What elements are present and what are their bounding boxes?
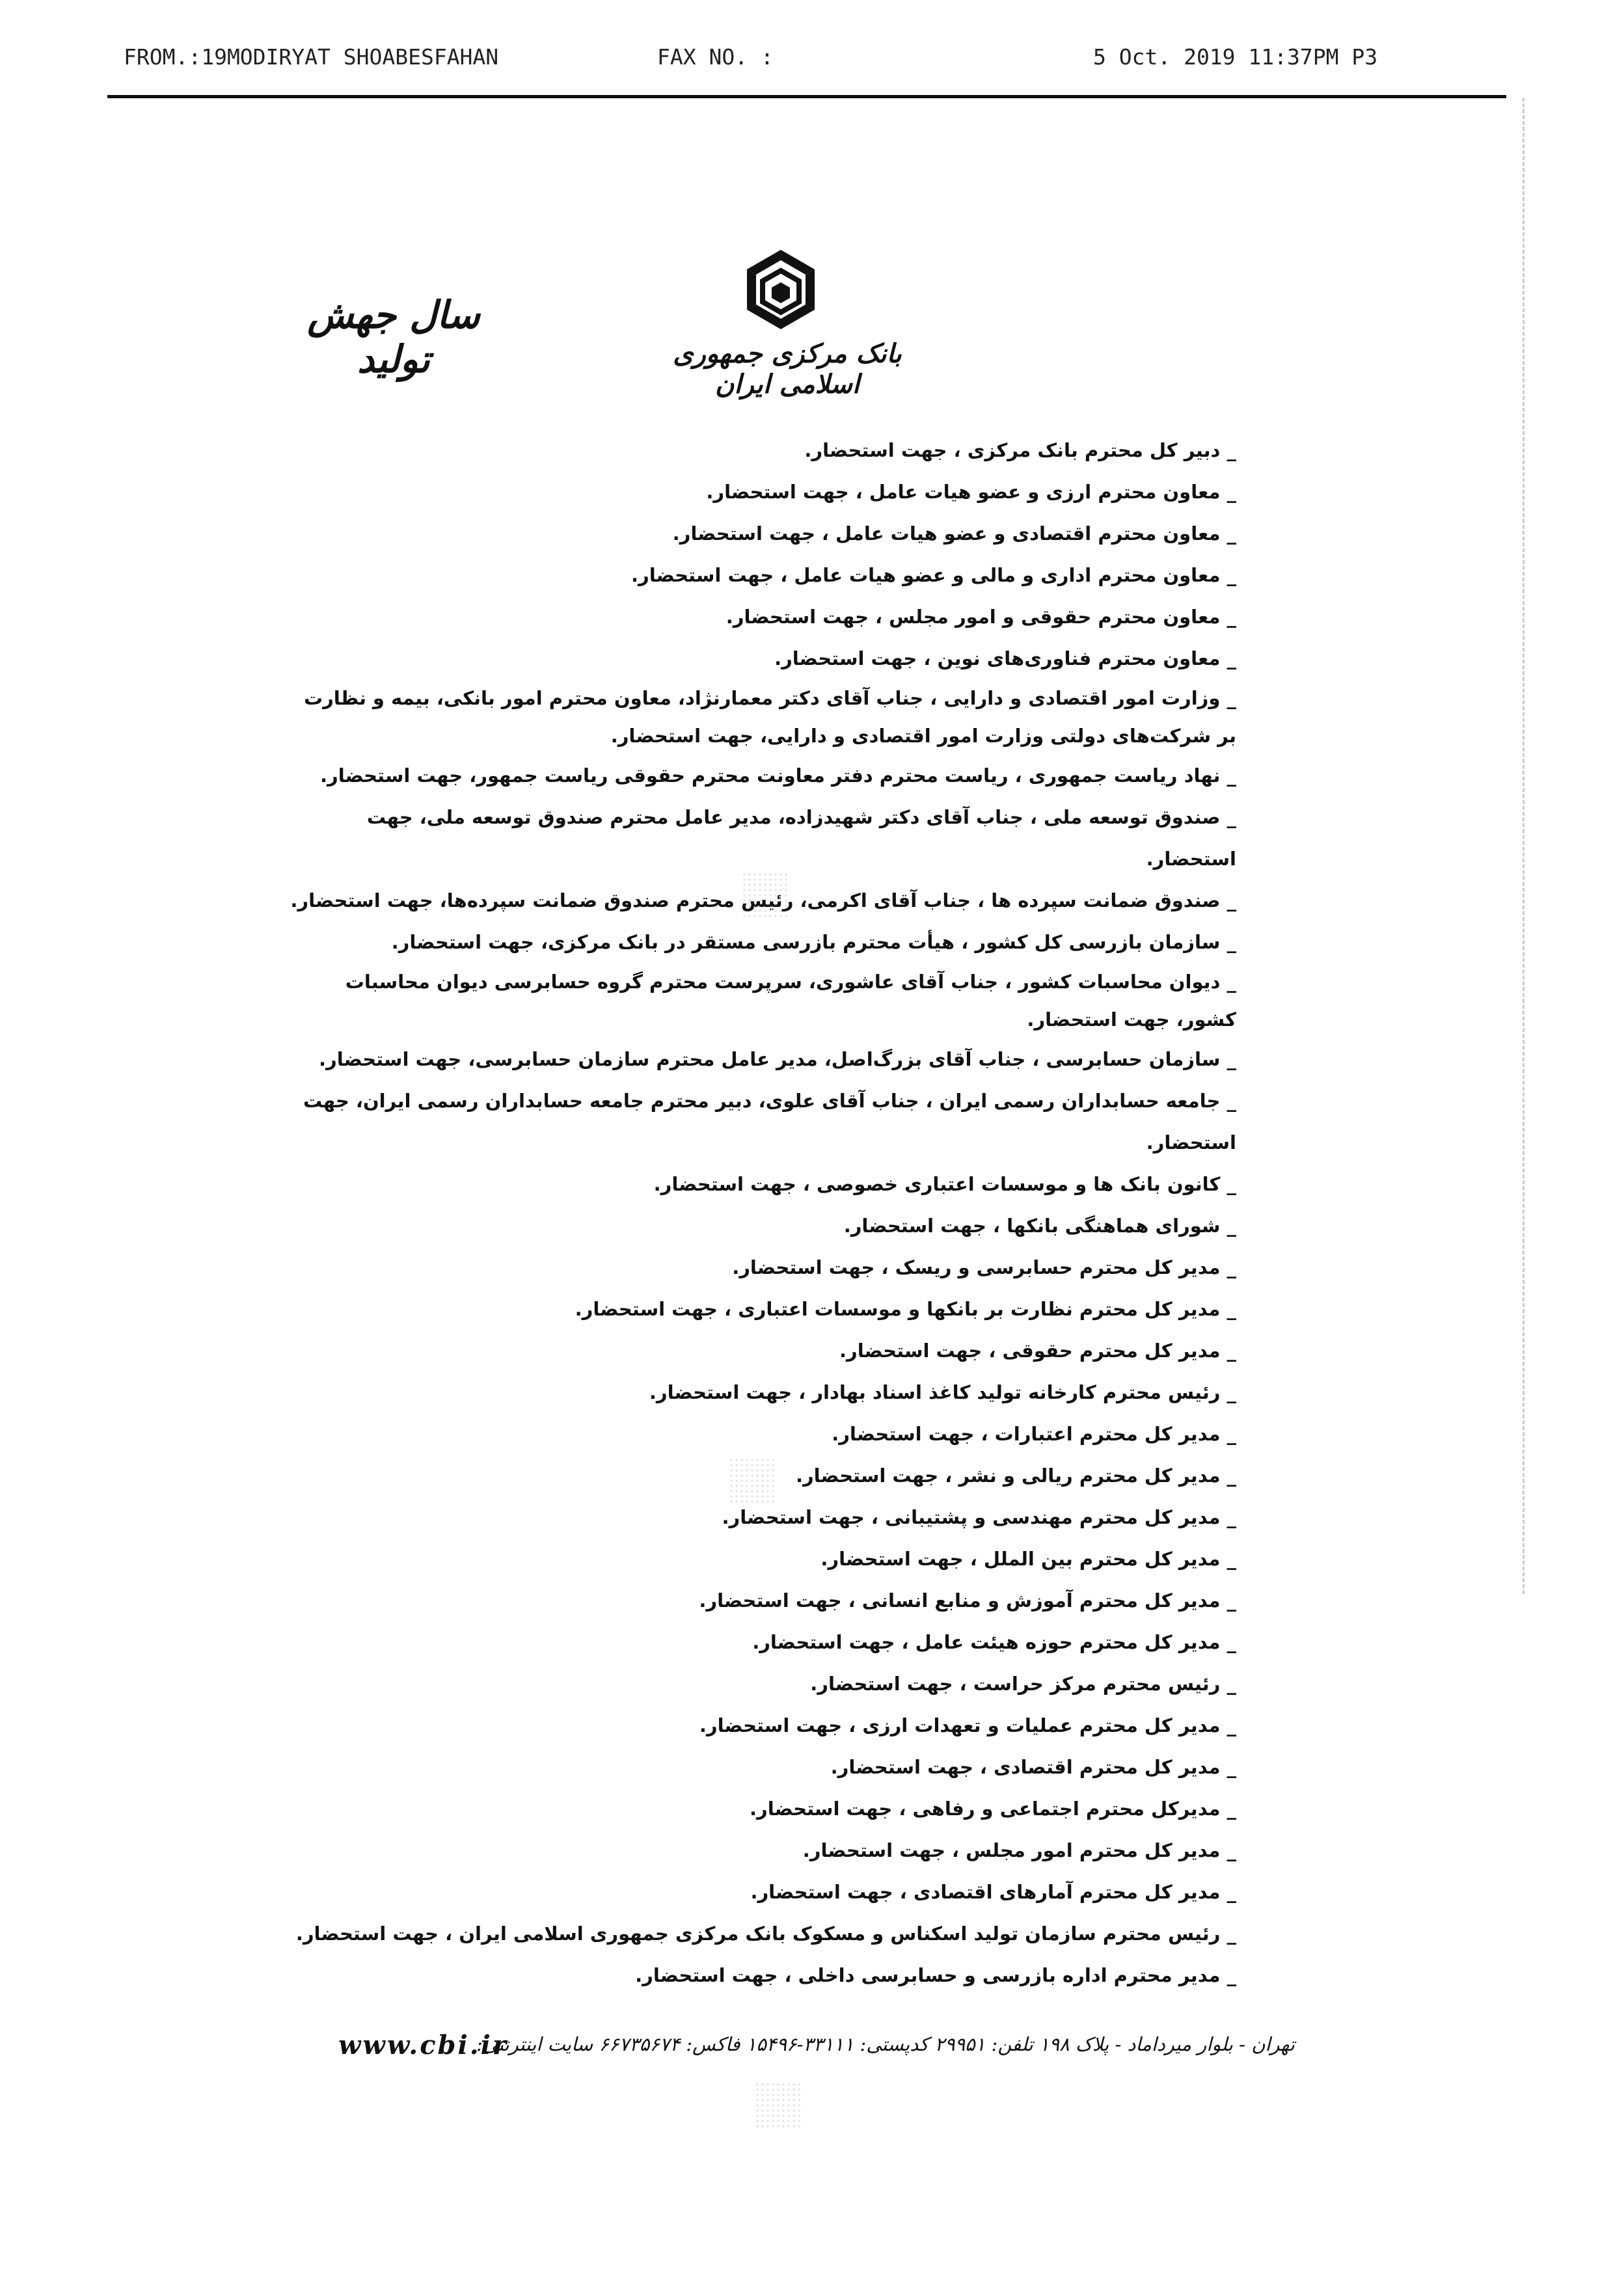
list-item: _ مدیر کل محترم اقتصادی ، جهت استحضار. [830,1756,1236,1778]
list-item: _ رئیس محترم کارخانه تولید کاغذ اسناد بهادار ، جهت استحضار. [649,1381,1236,1403]
list-item: _ معاون محترم فناوری‌های نوین ، جهت استحضار. [774,647,1236,669]
list-item: _ معاون محترم اقتصادی و عضو هیات عامل ، جهت استحضار. [672,522,1236,545]
list-item: _ رئیس محترم مرکز حراست ، جهت استحضار. [810,1673,1236,1695]
list-item: _ دیوان محاسبات کشور ، جناب آقای عاشوری، سرپرست محترم گروه حسابرسی دیوان محاسبات کشور، جهت استحضار. [345,971,1236,1031]
website-url: www.cbi.ir [338,2030,508,2060]
list-item: _ نهاد ریاست جمهوری ، ریاست محترم دفتر معاونت محترم حقوقی ریاست جمهور، جهت استحضار. [319,764,1236,787]
scan-edge-marks [1523,98,1531,1594]
list-item: _ مدیر کل محترم بین الملل ، جهت استحضار. [820,1548,1236,1570]
list-item: _ مدیر کل محترم نظارت بر بانکها و موسسات اعتباری ، جهت استحضار. [575,1298,1236,1320]
fax-datetime-page: 5 Oct. 2019 11:37PM P3 [1093,44,1378,70]
list-item: _ معاون محترم حقوقی و امور مجلس ، جهت استحضار. [725,606,1236,628]
fax-number: FAX NO. : [657,44,774,70]
list-item: _ سازمان حسابرسی ، جناب آقای بزرگ‌اصل، مدیر عامل محترم سازمان حسابرسی، جهت استحضار. [319,1048,1236,1070]
list-item: _ مدیر محترم اداره بازرسی و حسابرسی داخلی ، جهت استحضار. [635,1964,1236,1986]
fax-from: FROM.:19MODIRYAT SHOABESFAHAN [124,44,499,70]
list-item: _ مدیر کل محترم آمارهای اقتصادی ، جهت استحضار. [750,1881,1236,1903]
scan-noise [729,1457,774,1503]
list-item: _ مدیرکل محترم اجتماعی و رفاهی ، جهت استحضار. [750,1798,1236,1820]
scan-noise [742,872,787,917]
bank-logo-icon [735,247,826,338]
list-item: _ مدیر کل محترم حوزه هیئت عامل ، جهت استحضار. [752,1631,1236,1653]
list-item: _ صندوق توسعه ملی ، جناب آقای دکتر شهیدزاده، مدیر عامل محترم صندوق توسعه ملی، جهت استحضار. [366,806,1236,870]
list-item: _ وزارت امور اقتصادی و دارایی ، جناب آقای دکتر معمارنژاد، معاون محترم امور بانکی، بیمه و نظارت بر شرکت‌های دولتی وزارت امور اقتصادی و دارایی، جهت استحضار. [303,687,1236,747]
contact-address: تهران - بلوار میرداماد - پلاک ۱۹۸ تلفن: ۲۹۹۵۱ کدپستی: ۳۳۱۱۱-۱۵۴۹۶ فاکس: ۶۶۷۳۵۶۷۴ سایت اینترنتی: [476,2033,1295,2055]
fax-header-rule [107,95,1506,98]
list-item: _ مدیر کل محترم مهندسی و پشتیبانی ، جهت استحضار. [722,1506,1236,1528]
list-item: _ صندوق ضمانت سپرده ها ، جناب آقای اکرمی، رئیس محترم صندوق ضمانت سپرده‌ها، جهت استحضار. [290,889,1236,912]
list-item: _ مدیر کل محترم عملیات و تعهدات ارزی ، جهت استحضار. [699,1714,1236,1736]
bank-name-logotype: بانک مرکزی جمهوری اسلامی ایران [673,338,902,399]
list-item: _ معاون محترم ارزی و عضو هیات عامل ، جهت استحضار. [706,481,1236,503]
year-slogan: سال جهش تولید [307,293,480,381]
list-item: _ رئیس محترم سازمان تولید اسکناس و مسکوک بانک مرکزی جمهوری اسلامی ایران ، جهت استحضار. [295,1923,1236,1945]
list-item: _ مدیر کل محترم امور مجلس ، جهت استحضار. [802,1839,1236,1861]
list-item: _ کانون بانک ها و موسسات اعتباری خصوصی ، جهت استحضار. [653,1173,1236,1195]
fax-header [124,44,1451,70]
letter-footer [338,2030,1295,2075]
list-item: _ مدیر کل محترم حسابرسی و ریسک ، جهت استحضار. [732,1256,1236,1278]
list-item: _ مدیر کل محترم حقوقی ، جهت استحضار. [839,1340,1236,1362]
list-item: _ معاون محترم اداری و مالی و عضو هیات عامل ، جهت استحضار. [630,564,1236,586]
recipients-list [286,429,1236,1996]
list-item: _ مدیر کل محترم اعتبارات ، جهت استحضار. [832,1423,1236,1445]
list-item: _ دبیر کل محترم بانک مرکزی ، جهت استحضار. [804,439,1236,461]
list-item: _ مدیر کل محترم آموزش و منابع انسانی ، جهت استحضار. [699,1589,1236,1612]
scan-noise [755,2082,800,2127]
list-item: _ سازمان بازرسی کل کشور ، هیأت محترم بازرسی مستقر در بانک مرکزی، جهت استحضار. [391,931,1236,953]
list-item: _ جامعه حسابداران رسمی ایران ، جناب آقای علوی، دبیر محترم جامعه حسابداران رسمی ایران، جهت استحضار. [303,1090,1236,1154]
list-item: _ شورای هماهنگی بانکها ، جهت استحضار. [843,1215,1236,1237]
list-item: _ مدیر کل محترم ریالی و نشر ، جهت استحضار. [795,1465,1236,1487]
